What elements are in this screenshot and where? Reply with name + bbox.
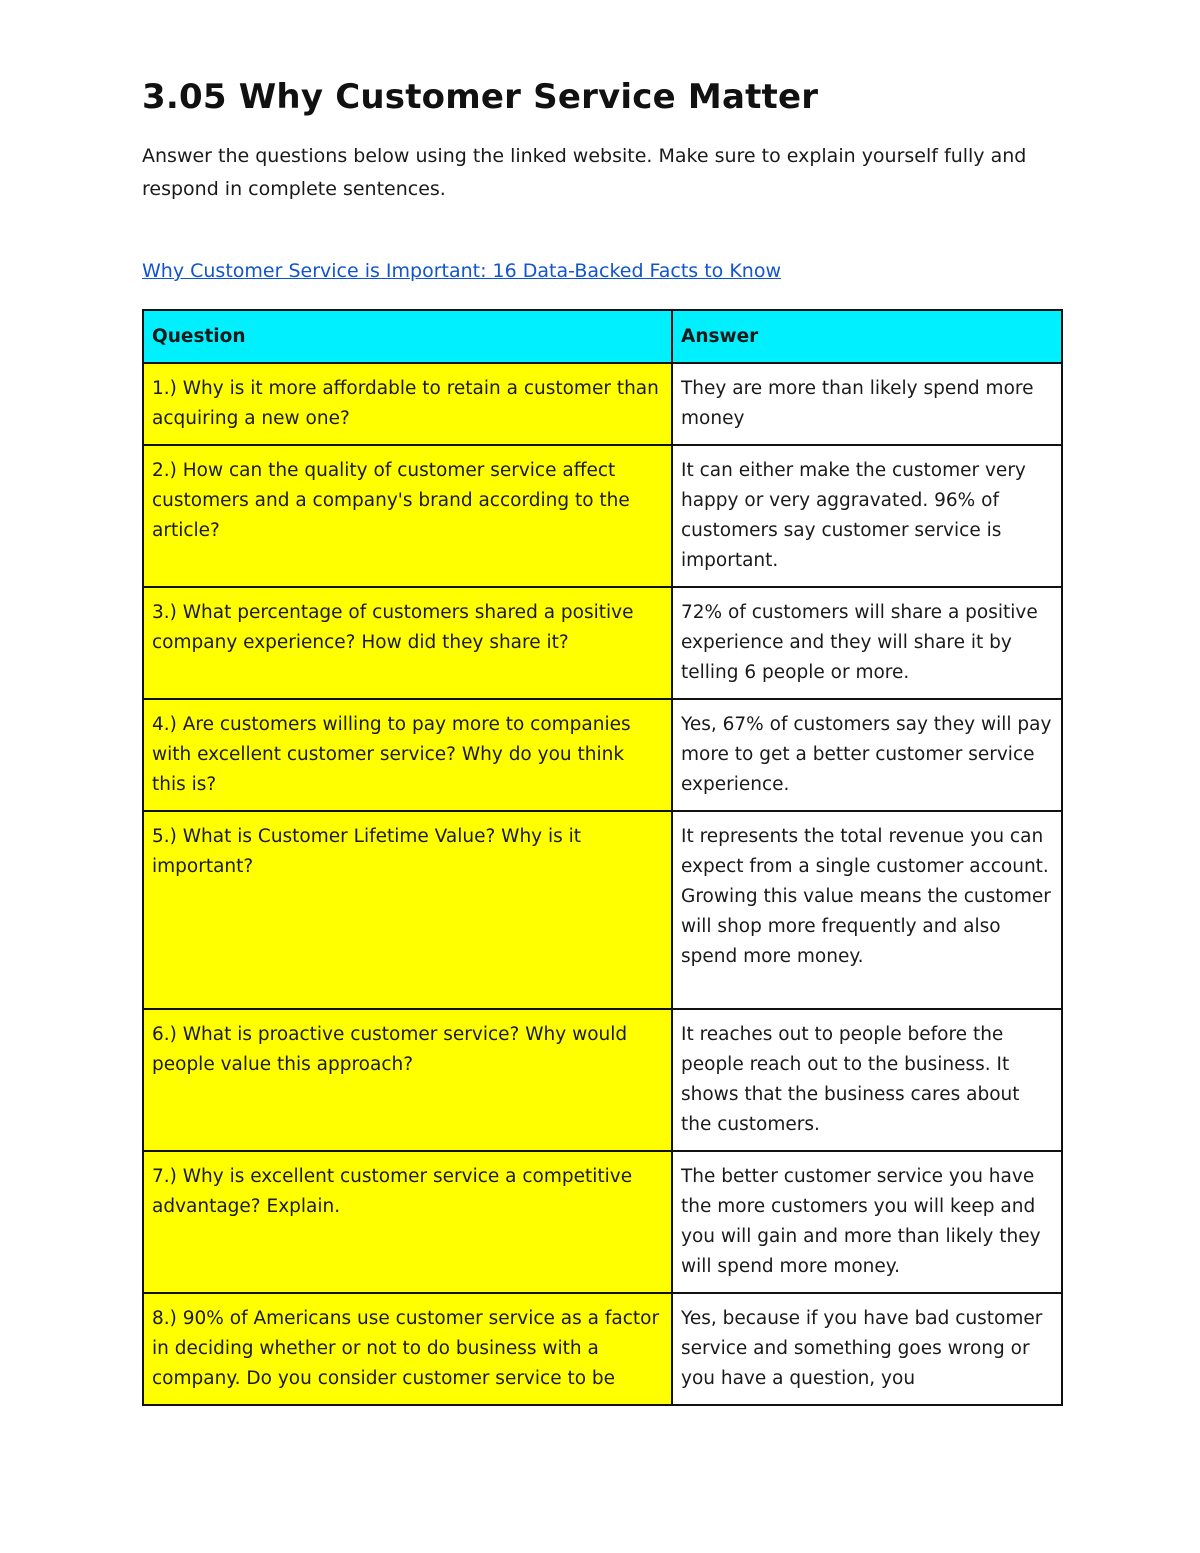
- table-header-row: [143, 310, 1062, 363]
- article-link[interactable]: Why Customer Service is Important: 16 Data-Backed Facts to Know: [142, 260, 781, 282]
- question-cell: 5.) What is Customer Lifetime Value? Why is it important?: [143, 811, 672, 1009]
- page-title: 3.05 Why Customer Service Matter: [142, 77, 819, 117]
- answer-cell: The better customer service you have the more customers you will keep and you will gain and more than likely they will spend more money.: [672, 1151, 1062, 1293]
- question-cell: 4.) Are customers willing to pay more to companies with excellent customer service? Why do you think this is?: [143, 699, 672, 811]
- question-cell: 7.) Why is excellent customer service a competitive advantage? Explain.: [143, 1151, 672, 1293]
- instructions-paragraph: Answer the questions below using the linked website. Make sure to explain yourself fully and respond in complete sentences.: [142, 145, 1027, 200]
- table-row: [143, 1009, 1062, 1151]
- question-cell: 8.) 90% of Americans use customer service as a factor in deciding whether or not to do business with a company. Do you consider customer service to be: [143, 1293, 672, 1405]
- question-cell: 3.) What percentage of customers shared a positive company experience? How did they share it?: [143, 587, 672, 699]
- table-row: [143, 1293, 1062, 1405]
- table-row: [143, 587, 1062, 699]
- table-row: [143, 1151, 1062, 1293]
- question-cell: 1.) Why is it more affordable to retain a customer than acquiring a new one?: [143, 363, 672, 445]
- answer-cell: Yes, because if you have bad customer service and something goes wrong or you have a question, you: [672, 1293, 1062, 1405]
- answer-cell: It can either make the customer very happy or very aggravated. 96% of customers say customer service is important.: [672, 445, 1062, 587]
- question-column-header: Question: [143, 310, 672, 363]
- answer-column-header: Answer: [672, 310, 1062, 363]
- answer-cell: Yes, 67% of customers say they will pay more to get a better customer service experience.: [672, 699, 1062, 811]
- table-row: [143, 699, 1062, 811]
- answer-cell: It reaches out to people before the people reach out to the business. It shows that the business cares about the customers.: [672, 1009, 1062, 1151]
- question-cell: 6.) What is proactive customer service? Why would people value this approach?: [143, 1009, 672, 1151]
- answer-cell: They are more than likely spend more money: [672, 363, 1062, 445]
- table-row: [143, 363, 1062, 445]
- question-cell: 2.) How can the quality of customer service affect customers and a company's brand according to the article?: [143, 445, 672, 587]
- table-row: [143, 445, 1062, 587]
- answer-cell: 72% of customers will share a positive experience and they will share it by telling 6 people or more.: [672, 587, 1062, 699]
- table-row: [143, 811, 1062, 1009]
- document-body: [142, 72, 1062, 288]
- answer-cell: It represents the total revenue you can expect from a single customer account. Growing this value means the customer will shop more frequently and also spend more money.: [672, 811, 1062, 1009]
- question-answer-table: [142, 309, 1063, 1406]
